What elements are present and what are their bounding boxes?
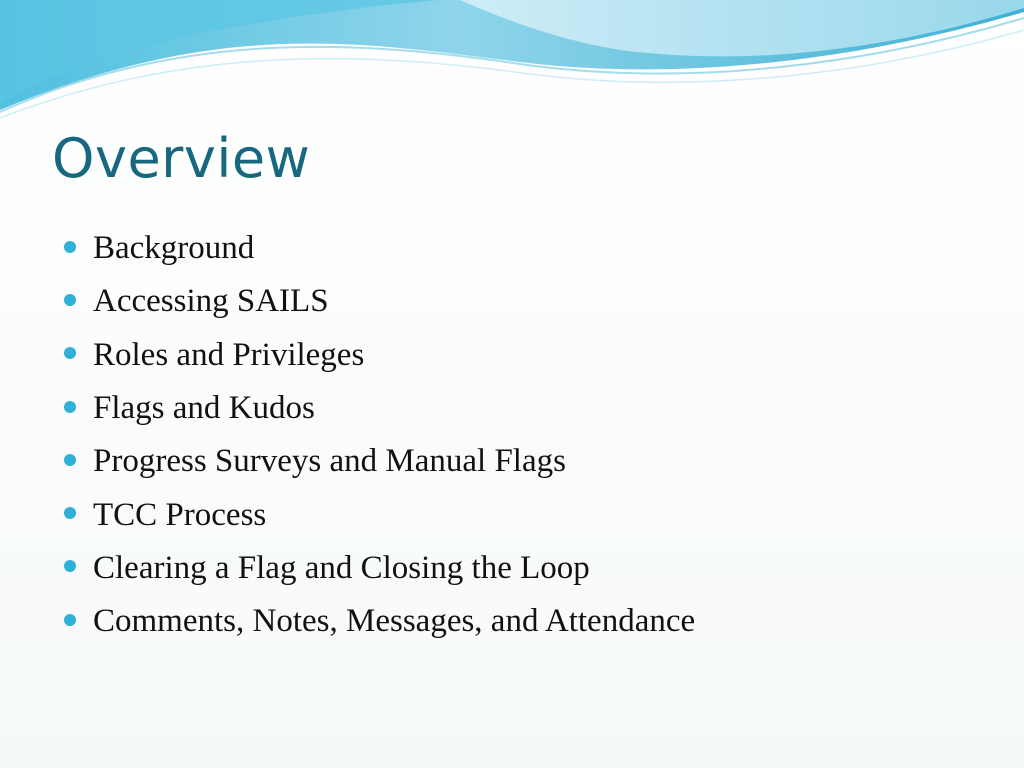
bullet-dot-icon xyxy=(64,507,76,519)
bullet-item xyxy=(64,222,695,275)
bullet-item xyxy=(64,542,695,595)
bullet-dot-icon xyxy=(64,241,76,253)
bullet-text: Clearing a Flag and Closing the Loop xyxy=(93,549,590,586)
slide-title: Overview xyxy=(52,127,311,190)
bullet-text: Background xyxy=(93,230,255,267)
bullet-dot-icon xyxy=(64,560,76,572)
bullet-dot-icon xyxy=(64,347,76,359)
bullet-item xyxy=(64,435,695,488)
bullet-text: Accessing SAILS xyxy=(93,283,329,320)
bullet-list xyxy=(64,222,695,648)
header-wave-decoration xyxy=(0,0,1024,130)
bullet-item xyxy=(64,595,695,648)
bullet-text: Progress Surveys and Manual Flags xyxy=(93,443,566,480)
bullet-dot-icon xyxy=(64,294,76,306)
bullet-item xyxy=(64,382,695,435)
bullet-text: Comments, Notes, Messages, and Attendance xyxy=(93,603,696,640)
bullet-text: Roles and Privileges xyxy=(93,336,365,373)
bullet-text: Flags and Kudos xyxy=(93,390,315,427)
bullet-item xyxy=(64,329,695,382)
bullet-item xyxy=(64,488,695,541)
bullet-item xyxy=(64,275,695,328)
bullet-dot-icon xyxy=(64,454,76,466)
bullet-text: TCC Process xyxy=(93,496,267,533)
bullet-dot-icon xyxy=(64,614,76,626)
bullet-dot-icon xyxy=(64,401,76,413)
